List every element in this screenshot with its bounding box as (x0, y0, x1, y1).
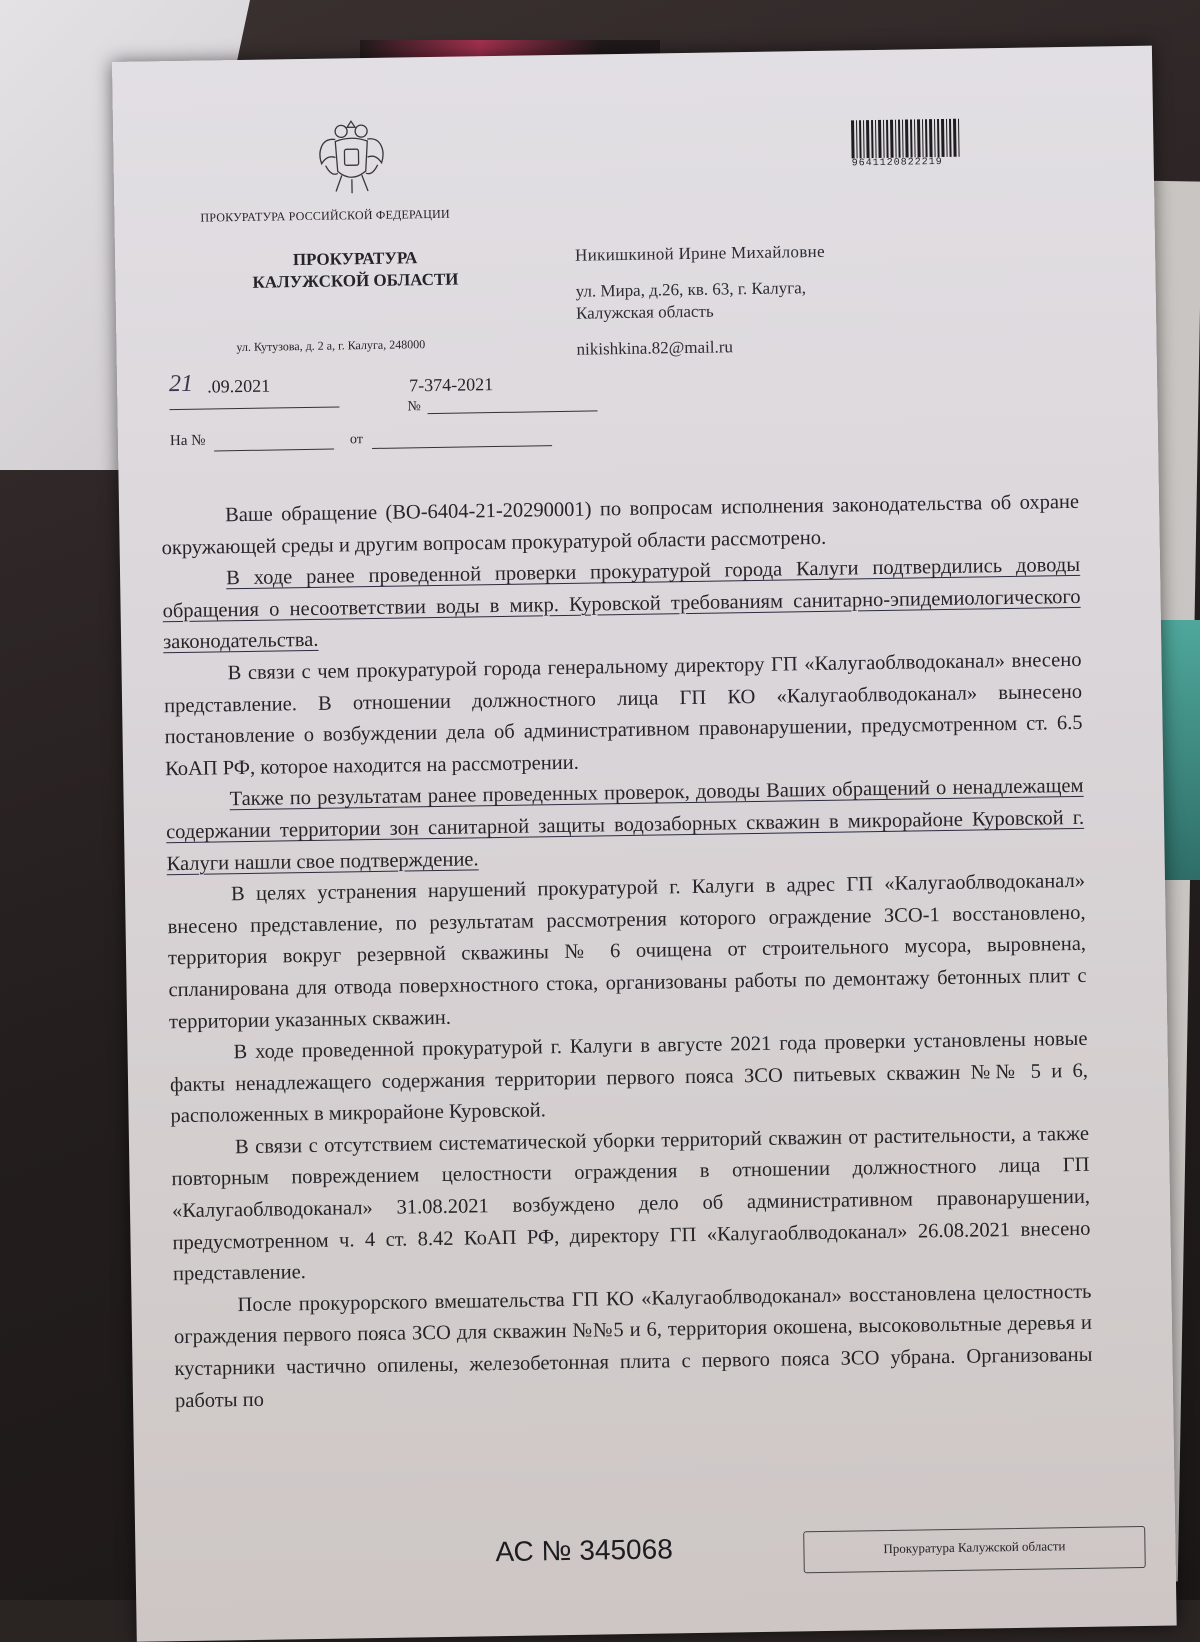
coat-of-arms-icon (313, 113, 390, 200)
reference-number-label: На № (169, 432, 206, 450)
letter-date: .09.2021 (206, 375, 271, 397)
reference-number-underline (214, 449, 334, 452)
recipient-name: Никишкиной Ирине Михайловне (574, 241, 825, 265)
barcode-number: 9641120822219 (851, 156, 943, 170)
barcode-bars (851, 118, 980, 158)
recipient-block (575, 239, 957, 361)
letter-body (161, 487, 1093, 1418)
paragraph-7: В связи с отсутствием систематической уборки территорий скважин от растительности, а также повторным повреждением целостности ограждения в отношении должностного лица ГП «Калугаоблводоканал» 31.08.2021 возбуждено дело об административном правонарушении, предусмотренном ч. 4 ст. 8.42 КоАП РФ, директору ГП «Калугаоблводоканал» 26.08.2021 внесено представление. (171, 1122, 1091, 1286)
letter-footer (135, 1525, 1176, 1601)
letter-page (112, 46, 1177, 1642)
recipient-address-line-2: Калужская область (575, 301, 714, 323)
reference-date-underline (372, 445, 552, 449)
barcode (851, 118, 980, 172)
form-serial-number: АС № 345068 (495, 1533, 673, 1568)
paragraph-2: В ходе ранее проведенной проверки прокуратурой города Калуги подтвердились доводы обращения о несоответствии воды в микр. Куровской требованиям санитарно-эпидемиологического законодательства. (162, 554, 1081, 654)
number-label: № (407, 399, 421, 415)
paragraph-5: В целях устранения нарушений прокуратурой г. Калуги в адрес ГП «Калугаоблводоканал» внесено представление, по результатам рассмотрения которого ограждение ЗСО-1 восстановлено, территория вокруг резервной скважины № 6 очищена от строительного мусора, выровнена, спланирована для отвода поверхностного стока, организованы работы по демонтажу бетонных плит с территории указанных скважин. (167, 869, 1087, 1033)
paragraph-1: Ваше обращение (ВО-6404-21-20290001) по вопросам исполнения законодательства об охране окружающей среды и другим вопросам прокуратурой области рассмотрено. (161, 490, 1080, 559)
number-underline (428, 410, 598, 414)
office-stamp: Прокуратура Калужской области (803, 1526, 1146, 1573)
org-line-2: КАЛУЖСКОЙ ОБЛАСТИ (252, 269, 459, 292)
rf-prosecutor-line: ПРОКУРАТУРА РОССИЙСКОЙ ФЕДЕРАЦИИ (200, 206, 450, 225)
recipient-email: nikishkina.82@mail.ru (576, 337, 734, 359)
reference-line (170, 427, 560, 461)
date-underline (169, 406, 339, 410)
reference-date-label: от (349, 432, 364, 448)
organization-address: ул. Кутузова, д. 2 а, г. Калуга, 248000 (236, 337, 426, 355)
paragraph-8: После прокурорского вмешательства ГП КО «Калугаоблводоканал» восстановлена целостность ограждения первого пояса ЗСО для скважин №№5 и 6, территория окошена, высоковольтные деревья и кустарники частично опилены, железобетонная плита с первого пояса ЗСО убрана. Организованы работы по (173, 1280, 1093, 1412)
date-and-number-line (169, 367, 560, 413)
paragraph-6: В ходе проведенной прокуратурой г. Калуги в августе 2021 года проверки установлены новые факты ненадлежащего содержания территории первого пояса ЗСО питьевых скважин №№ 5 и 6, расположенных в микрорайоне Куровской. (169, 1027, 1089, 1128)
organization-name (225, 246, 486, 294)
org-line-1: ПРОКУРАТУРА (292, 248, 418, 270)
recipient-address-line-1: ул. Мира, д.26, кв. 63, г. Калуга, (575, 278, 807, 301)
handwritten-day: 21 (168, 370, 194, 398)
paragraph-4: Также по результатам ранее проведенных проверок, доводы Ваших обращений о ненадлежащем содержании территории зон санитарной защиты водозаборных скважин в микрорайоне Куровской г. Калуги нашли свое подтверждение. (165, 775, 1085, 875)
registration-number: 7-374-2021 (408, 374, 494, 396)
paragraph-3: В связи с чем прокуратурой города генеральному директору ГП «Калугаоблводоканал» внесено представление. В отношении должностного лица ГП КО «Калугаоблводоканал» вынесено постановление о возбуждении дела об административном правонарушении, предусмотренном ст. 6.5 КоАП РФ, которое находится на рассмотрении. (163, 648, 1083, 781)
